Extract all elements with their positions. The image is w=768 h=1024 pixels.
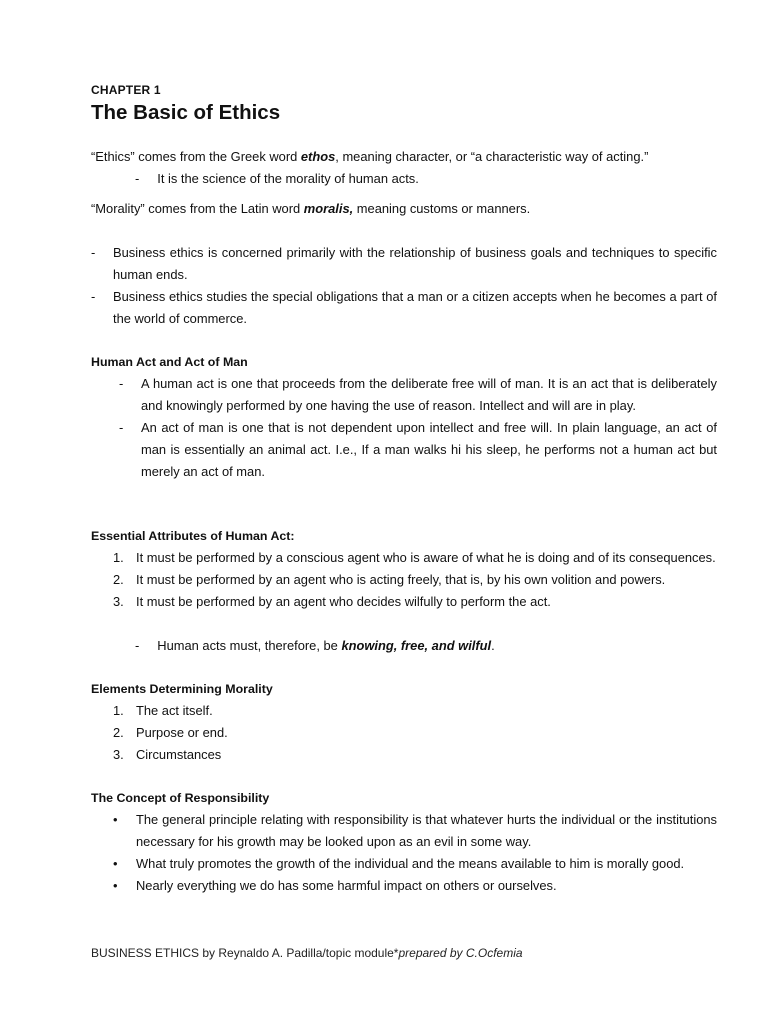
bullet-marker: • (113, 878, 118, 893)
business-ethics-item-1: Business ethics is concerned primarily with the relationship of business goals and techniques to specific human ends. (113, 245, 717, 282)
human-act-item-1: A human act is one that proceeds from the deliberate free will of man. It is an act that is deliberately and knowingly performed by one having the use of reason. Intellect and will are in play. (141, 376, 717, 413)
attribute-item-1: It must be performed by a conscious agent who is aware of what he is doing and of its consequences. (136, 550, 716, 565)
list-number: 1. (113, 550, 124, 565)
section-heading-attributes: Essential Attributes of Human Act: (91, 529, 295, 543)
list-item (113, 591, 717, 613)
attributes-list (113, 547, 717, 613)
morality-term: moralis, (303, 201, 354, 216)
responsibility-item-2: What truly promotes the growth of the individual and the means available to him is morally good. (136, 856, 685, 871)
list-number: 3. (113, 747, 124, 762)
dash-marker: - (91, 245, 96, 260)
list-item (113, 809, 717, 853)
responsibility-list (113, 809, 717, 897)
dash-marker: - (119, 376, 124, 391)
morality-definition (91, 198, 530, 220)
business-ethics-list (91, 242, 717, 330)
footer-text: BUSINESS ETHICS by Reynaldo A. Padilla/topic module* (91, 946, 399, 960)
list-item (119, 417, 717, 483)
list-item (113, 569, 717, 591)
dash-marker: - (119, 420, 124, 435)
bullet-marker: • (113, 812, 118, 827)
attributes-emphasis: knowing, free, and wilful (341, 638, 492, 653)
responsibility-item-1: The general principle relating with responsibility is that whatever hurts the individual or the institutions necessary for his growth may be looked upon as an evil in some way. (136, 812, 717, 849)
attribute-item-2: It must be performed by an agent who is acting freely, that is, by his own volition and powers. (136, 572, 666, 587)
ethics-term: ethos (300, 149, 336, 164)
business-ethics-item-2: Business ethics studies the special obligations that a man or a citizen accepts when he becomes a part of the world of commerce. (113, 289, 717, 326)
page-title: The Basic of Ethics (91, 101, 281, 124)
morality-text-pre: “Morality” comes from the Latin word (91, 201, 304, 216)
element-item-2: Purpose or end. (136, 725, 228, 740)
responsibility-item-3: Nearly everything we do has some harmful impact on others or ourselves. (136, 878, 557, 893)
attributes-subpoint (135, 635, 495, 657)
ethics-definition (91, 146, 648, 168)
list-number: 2. (113, 725, 124, 740)
elements-list (113, 700, 717, 766)
list-item (113, 853, 717, 875)
dash-marker: - (135, 171, 140, 186)
list-item (91, 242, 717, 286)
element-item-3: Circumstances (136, 747, 222, 762)
footer-credit: prepared by C.Ocfemia (398, 946, 523, 960)
element-item-1: The act itself. (136, 703, 213, 718)
list-number: 1. (113, 703, 124, 718)
dash-marker: - (91, 289, 96, 304)
ethics-text-pre: “Ethics” comes from the Greek word (91, 149, 301, 164)
section-heading-elements: Elements Determining Morality (91, 682, 273, 696)
section-heading-human-act: Human Act and Act of Man (91, 355, 248, 369)
attributes-subpoint-pre: Human acts must, therefore, be (157, 638, 342, 653)
list-item (113, 744, 717, 766)
chapter-label: CHAPTER 1 (91, 83, 161, 97)
dash-marker: - (135, 638, 140, 653)
bullet-marker: • (113, 856, 118, 871)
page-footer (91, 946, 523, 960)
ethics-subpoint (135, 168, 419, 190)
morality-text-post: meaning customs or manners. (353, 201, 531, 216)
list-item (113, 722, 717, 744)
ethics-text-post: , meaning character, or “a characteristic way of acting.” (335, 149, 649, 164)
list-number: 2. (113, 572, 124, 587)
list-number: 3. (113, 594, 124, 609)
human-act-list (119, 373, 717, 483)
ethics-subpoint-text: It is the science of the morality of human acts. (157, 171, 419, 186)
list-item (119, 373, 717, 417)
attributes-subpoint-post: . (491, 638, 495, 653)
section-heading-responsibility: The Concept of Responsibility (91, 791, 270, 805)
list-item (113, 547, 717, 569)
list-item (113, 875, 717, 897)
attribute-item-3: It must be performed by an agent who decides wilfully to perform the act. (136, 594, 551, 609)
human-act-item-2: An act of man is one that is not dependent upon intellect and free will. In plain language, an act of man is essentially an animal act. I.e., If a man walks hi his sleep, he performs not a human act but merely an act of man. (141, 420, 717, 479)
list-item (91, 286, 717, 330)
list-item (113, 700, 717, 722)
